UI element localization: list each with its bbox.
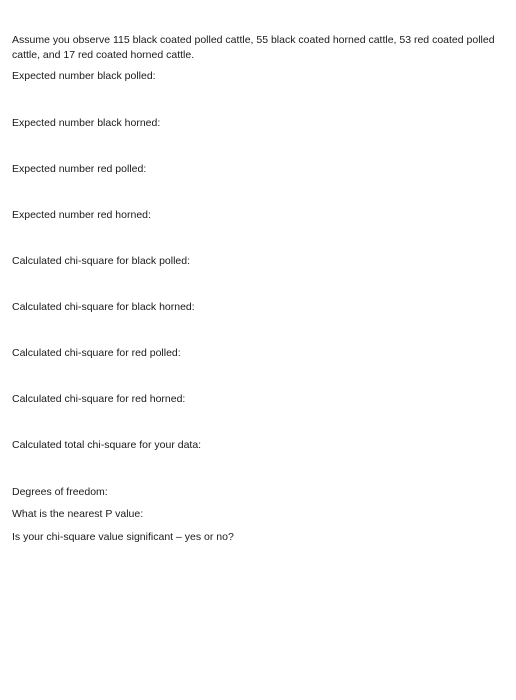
question-expected-red-polled: Expected number red polled: <box>12 163 147 175</box>
question-chi-square-red-polled: Calculated chi-square for red polled: <box>12 347 181 359</box>
question-nearest-p-value: What is the nearest P value: <box>12 508 144 520</box>
question-total-chi-square: Calculated total chi-square for your data: <box>12 439 202 451</box>
question-chi-square-black-polled: Calculated chi-square for black polled: <box>12 255 191 267</box>
question-expected-black-polled: Expected number black polled: <box>12 70 156 82</box>
problem-statement: Assume you observe 115 black coated polled cattle, 55 black coated horned cattle, 53 red coated polled cattle, and 17 red coated horned cattle. <box>12 34 495 61</box>
question-chi-square-red-horned: Calculated chi-square for red horned: <box>12 393 186 405</box>
question-significance: Is your chi-square value significant – yes or no? <box>12 531 234 543</box>
question-expected-black-horned: Expected number black horned: <box>12 117 161 129</box>
question-chi-square-black-horned: Calculated chi-square for black horned: <box>12 301 195 313</box>
question-expected-red-horned: Expected number red horned: <box>12 209 151 221</box>
question-degrees-of-freedom: Degrees of freedom: <box>12 486 108 498</box>
